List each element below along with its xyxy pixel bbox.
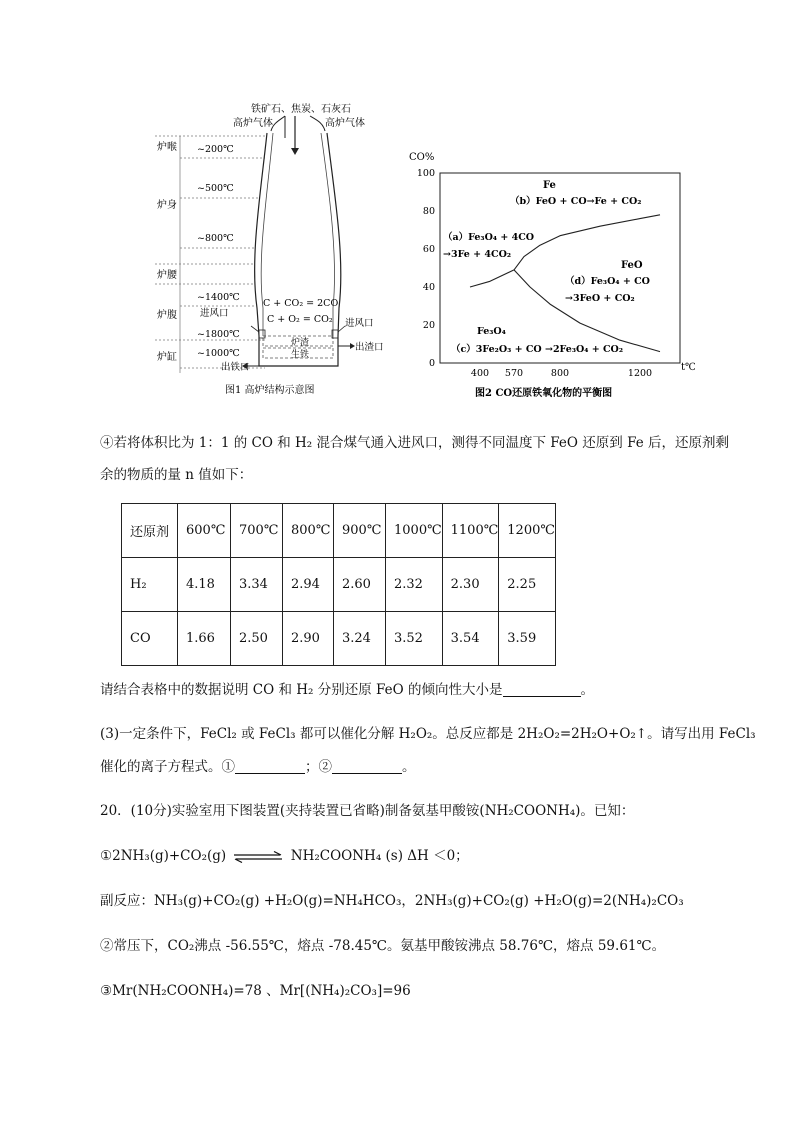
table-header-cell: 600℃ (178, 504, 231, 558)
reaction-1-right: NH₂COONH₄ (s) ΔH ＜0； (290, 848, 469, 864)
co-equilibrium-chart (405, 148, 695, 400)
table-header-cell: 1200℃ (499, 504, 556, 558)
y-tick-label: 60 (422, 244, 435, 255)
fig1-iron: 生铁 (291, 350, 310, 360)
table-row-co (122, 612, 556, 666)
table-header-cell: 800℃ (283, 504, 334, 558)
fig1-eq2: C + O₂ = CO₂ (267, 314, 333, 325)
region-fe3o4: Fe₃O₄ (477, 326, 506, 337)
y-tick-label: 80 (422, 206, 435, 217)
table-header-cell: 1000℃ (386, 504, 443, 558)
answer-blank-1[interactable] (235, 759, 305, 774)
x-tick-label: 570 (504, 368, 524, 379)
chart-xlabel: t℃ (681, 362, 695, 373)
temp-500: ~500℃ (197, 183, 234, 194)
chart-title: 图2 CO还原铁氧化物的平衡图 (475, 388, 613, 399)
table-cell: 4.18 (178, 558, 231, 612)
table-cell: 3.24 (334, 612, 386, 666)
table-header-cell: 700℃ (231, 504, 283, 558)
question-tendency (100, 680, 700, 700)
answer-blank[interactable] (503, 682, 581, 697)
temp-1800: ~1800℃ (197, 329, 240, 340)
side-reactions: 副反应：NH₃(g)+CO₂(g) +H₂O(g)=NH₄HCO₃，2NH₃(g)+CO₂(g) +H₂O(g)=2(NH₄)₂CO₃ (100, 893, 684, 909)
region-a1: （a）Fe₃O₄ + 4CO (443, 232, 535, 243)
fig1-slag: 炉渣 (291, 338, 310, 348)
y-tick-label: 100 (416, 168, 435, 179)
fig1-inlet-left: 进风口 (200, 308, 229, 319)
table-row-h2 (122, 558, 556, 612)
region-fe: Fe (543, 180, 556, 191)
question-tendency-text: 请结合表格中的数据说明 CO 和 H₂ 分别还原 FeO 的倾向性大小是 (100, 682, 503, 698)
zone-label-hearth: 炉缸 (157, 352, 177, 363)
table-cell: 2.25 (499, 558, 556, 612)
region-b: （b）FeO + CO→Fe + CO₂ (510, 196, 642, 207)
reaction-1 (100, 846, 700, 866)
blast-furnace-figure (155, 98, 395, 398)
table-cell: 3.59 (499, 612, 556, 666)
temp-800: ~800℃ (197, 233, 234, 244)
region-feo: FeO (621, 260, 643, 271)
table-cell: 2.30 (442, 558, 499, 612)
temp-200: ~200℃ (197, 144, 234, 155)
fig1-slag-out: 出渣口 (355, 342, 384, 353)
paragraph-3-line2 (100, 757, 700, 777)
table-cell: 2.50 (231, 612, 283, 666)
fig1-gas-left: 高炉气体 (233, 118, 273, 129)
fig1-inlet-right: 进风口 (345, 318, 374, 329)
region-d1: （d）Fe₃O₄ + CO (565, 276, 650, 287)
equilibrium-arrow-icon (232, 851, 284, 863)
table-header-cell: 900℃ (334, 504, 386, 558)
question-tendency-end: 。 (580, 682, 595, 698)
temp-1400: ~1400℃ (197, 292, 240, 303)
table-header-cell: 1100℃ (442, 504, 499, 558)
table-cell: 2.32 (386, 558, 443, 612)
co-equilibrium-figure (405, 148, 695, 400)
fig1-caption: 图1 高炉结构示意图 (225, 385, 315, 396)
fig1-gas-right: 高炉气体 (325, 118, 365, 129)
table-cell: H₂ (122, 558, 178, 612)
blast-furnace-diagram (155, 98, 395, 398)
answer-blank-2[interactable] (332, 759, 402, 774)
table-cell: 2.90 (283, 612, 334, 666)
x-tick-label: 400 (470, 368, 490, 379)
paragraph-3-text-a: 催化的离子方程式。① (100, 759, 235, 775)
boiling-points: ②常压下，CO₂沸点 -56.55℃，熔点 -78.45℃。氨基甲酸铵沸点 58.76℃，熔点 59.61℃。 (100, 938, 666, 954)
y-tick-label: 20 (422, 320, 435, 331)
region-c: （c）3Fe₂O₃ + CO →2Fe₃O₄ + CO₂ (451, 344, 623, 355)
zone-label-stack: 炉身 (157, 200, 177, 211)
series-line (470, 270, 514, 287)
table-cell: 1.66 (178, 612, 231, 666)
y-tick-label: 40 (422, 282, 435, 293)
paragraph-3-text-b: ；② (305, 759, 332, 775)
reductant-table (121, 503, 556, 666)
region-d2: →3FeO + CO₂ (565, 293, 635, 304)
paragraph-3-line1: (3)一定条件下，FeCl₂ 或 FeCl₃ 都可以催化分解 H₂O₂。总反应都是 2H₂O₂=2H₂O+O₂↑。请写出用 FeCl₃ (100, 726, 756, 742)
reaction-1-left: ①2NH₃(g)+CO₂(g) (100, 848, 227, 864)
x-tick-label: 800 (550, 368, 570, 379)
temp-1000: ~1000℃ (197, 348, 240, 359)
table-cell: 2.94 (283, 558, 334, 612)
fig1-iron-out: 出铁口 (221, 362, 250, 373)
y-tick-label: 0 (428, 358, 435, 369)
paragraph-3-text-c: 。 (402, 759, 416, 775)
x-tick-label: 1200 (627, 368, 653, 379)
table-cell: CO (122, 612, 178, 666)
table-cell: 3.52 (386, 612, 443, 666)
zone-label-throat: 炉喉 (157, 142, 177, 153)
region-a2: →3Fe + 4CO₂ (443, 249, 512, 260)
chart-ylabel: CO% (409, 152, 435, 163)
table-cell: 3.34 (231, 558, 283, 612)
paragraph-4-line2: 余的物质的量 n 值如下： (100, 467, 253, 483)
question-20-intro: 20．(10分)实验室用下图装置(夹持装置已省略)制备氨基甲酸铵(NH₂COONH₄)。已知： (100, 803, 635, 819)
fig1-top-label: 铁矿石、焦炭、石灰石 (251, 104, 351, 115)
table-cell: 3.54 (442, 612, 499, 666)
zone-label-belly: 炉腰 (157, 270, 177, 281)
table-header-cell: 还原剂 (122, 504, 178, 558)
table-header-row (122, 504, 556, 558)
fig1-eq1: C + CO₂ = 2CO (263, 298, 339, 309)
molar-masses: ③Mr(NH₂COONH₄)=78 、Mr[(NH₄)₂CO₃]=96 (100, 983, 411, 999)
paragraph-4-line1: ④若将体积比为 1：1 的 CO 和 H₂ 混合煤气通入进风口，测得不同温度下 FeO 还原到 Fe 后，还原剂剩 (100, 435, 729, 451)
table-cell: 2.60 (334, 558, 386, 612)
zone-label-bosh: 炉腹 (157, 310, 177, 321)
